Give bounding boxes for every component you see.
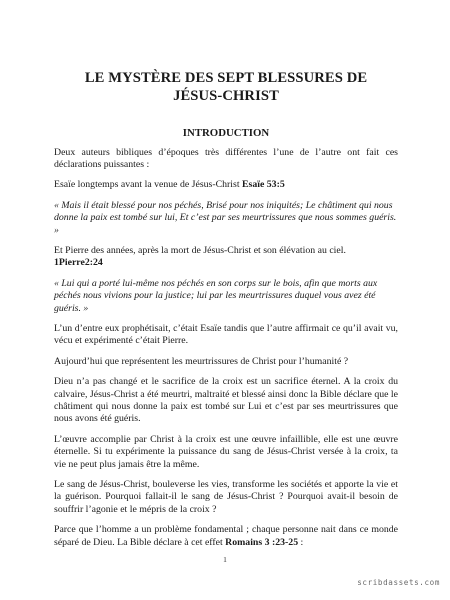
document-title <box>54 69 398 105</box>
paragraph-2 <box>54 179 398 191</box>
page-content <box>54 56 398 549</box>
paragraph-4-text: Et Pierre des années, après la mort de Jésus-Christ et son élévation au ciel. <box>54 244 346 256</box>
paragraph-10: Le sang de Jésus-Christ, bouleverse les vies, transforme les sociétés et apporte la vie et la guérison. Pourquoi fallait-il le sang de Jésus-Christ ? Pourquoi avait-il besoin de souffrir l’agonie et le mépris de la croix ? <box>54 479 398 515</box>
quote-pierre: « Lui qui a porté lui-même nos péchés en son corps sur le bois, afin que morts aux péchés nous vivions pour la justice; lui par les meurtrissures duquel vous avez été guéris. » <box>54 277 378 314</box>
section-heading-introduction: INTRODUCTION <box>182 127 270 139</box>
paragraph-4 <box>54 245 398 270</box>
bible-reference-romains: Romains 3 :23-25 <box>225 536 299 548</box>
title-line-2: JÉSUS-CHRIST <box>173 88 279 104</box>
page-number: 1 <box>223 555 227 564</box>
quote-esaie: « Mais il était blessé pour nos péchés, Brisé pour nos iniquités; Le châtiment qui nous donne la paix est tombé sur lui, Et c’est par ses meurtrissures que nous sommes guéris. » <box>54 199 397 236</box>
paragraph-9: L’œuvre accomplie par Christ à la croix est une œuvre infaillible, elle est une œuvre éternelle. Si tu expérimente la puissance du sang de Jésus-Christ versée à la croix, ta vie ne peut plus jamais être la même. <box>54 433 398 470</box>
title-line-1: LE MYSTÈRE DES SEPT BLESSURES DE <box>84 70 368 86</box>
paragraph-11-text: Parce que l’homme a un problème fondamental ; chaque personne nait dans ce monde séparé de Dieu. La Bible déclare à cet effet <box>54 524 398 548</box>
paragraph-1: Deux auteurs bibliques d’époques très différentes l’une de l’autre ont fait ces déclarations puissantes : <box>54 146 398 170</box>
bible-reference-pierre: 1Pierre2:24 <box>54 257 103 269</box>
bible-reference-esaie: Esaïe 53:5 <box>242 179 285 191</box>
paragraph-11-end: : <box>298 536 304 548</box>
paragraph-8: Dieu n’a pas changé et le sacrifice de la croix est un sacrifice éternel. A la croix du calvaire, Jésus-Christ a été meurtri, maltraité et blessé ainsi donc la Bible déclare que le châtiment qui nous donne la paix est tombé sur Lui et c’est par ses meurtrissures que nous avons été guéris. <box>54 376 398 425</box>
paragraph-6: L’un d’entre eux prophétisait, c’était Esaïe tandis que l’autre affirmait ce qu’il avait vu, vécu et expérimenté c’était Pierre. <box>54 322 398 347</box>
paragraph-7: Aujourd’hui que représentent les meurtrissures de Christ pour l’humanité ? <box>54 355 349 367</box>
watermark: scribdassets.com <box>357 578 440 587</box>
paragraph-2-text: Esaïe longtemps avant la venue de Jésus-Christ <box>54 179 243 191</box>
paragraph-11 <box>54 524 398 549</box>
